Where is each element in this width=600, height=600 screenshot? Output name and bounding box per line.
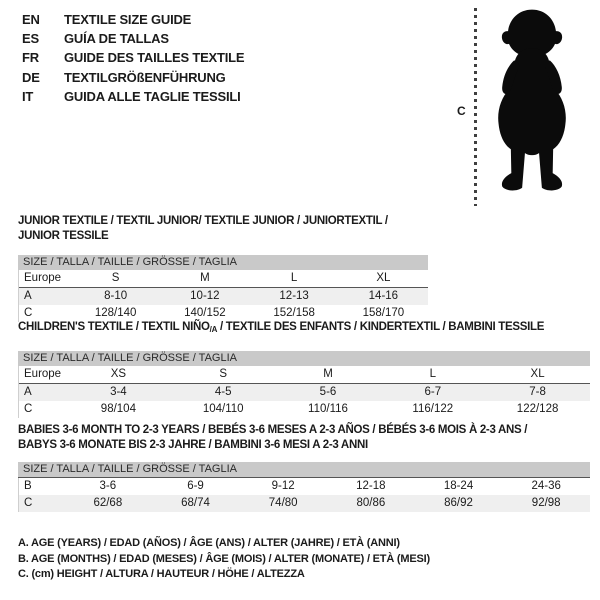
size-cell: 5-6: [319, 385, 337, 398]
language-list: [22, 10, 244, 106]
section-title: [18, 423, 590, 452]
size-cell: 6-7: [424, 385, 442, 398]
section-title-text: JUNIOR TEXTILE / TEXTIL JUNIOR/ TEXTILE JUNIOR / JUNIORTEXTIL / JUNIOR TESSILE: [18, 215, 388, 242]
section-title: [18, 214, 428, 243]
size-cell: L: [429, 367, 436, 380]
size-cell: S: [219, 367, 228, 380]
size-cell: 3-4: [110, 385, 127, 398]
baby-silhouette-icon: [485, 2, 579, 209]
size-cell: 122/128: [516, 402, 559, 415]
row-label: C: [24, 402, 33, 415]
language-code: FR: [22, 50, 39, 66]
size-cell: M: [200, 272, 210, 284]
size-cell: S: [111, 272, 120, 284]
size-header-bar: SIZE / TALLA / TAILLE / GRÖSSE / TAGLIA: [18, 255, 428, 270]
size-cell: 8-10: [104, 290, 128, 302]
language-row: [22, 29, 244, 48]
size-cell: 62/68: [93, 497, 123, 509]
row-label: A: [24, 290, 32, 302]
size-table-body: [18, 270, 428, 322]
section-title-line: [18, 214, 428, 243]
row-label: C: [24, 497, 33, 509]
size-cell: 14-16: [368, 290, 399, 302]
size-table-row: [19, 384, 590, 401]
size-table-row: [19, 495, 590, 512]
size-cell: 24-36: [531, 480, 561, 492]
size-table-row: [19, 366, 590, 384]
size-cell: 12-13: [279, 290, 309, 302]
section-title-line: [18, 423, 590, 438]
section-title-text: / TEXTILE DES ENFANTS / KINDERTEXTIL / BAMBINI TESSILE: [217, 321, 545, 333]
size-table-row: [19, 288, 428, 305]
size-cell: 3-6: [99, 480, 117, 492]
size-table-body: [18, 478, 590, 512]
language-title: TEXTILE SIZE GUIDE: [64, 12, 192, 27]
section-title-text: /A: [209, 325, 218, 334]
size-cell: 92/98: [531, 497, 561, 509]
size-cell: 140/152: [184, 307, 226, 319]
size-header-bar: SIZE / TALLA / TAILLE / GRÖSSE / TAGLIA: [18, 351, 590, 366]
size-cell: 116/122: [412, 402, 454, 415]
size-cell: 4-5: [214, 385, 232, 398]
size-table-row: [19, 401, 590, 418]
size-cell: 10-12: [190, 290, 220, 302]
section-title: [18, 320, 590, 338]
language-title: GUIDE DES TAILLES TEXTILE: [64, 50, 245, 66]
size-header-bar: SIZE / TALLA / TAILLE / GRÖSSE / TAGLIA: [18, 462, 590, 478]
height-measure-dashed-line: [474, 8, 477, 206]
size-cell: XS: [110, 367, 127, 380]
size-cell: 7-8: [529, 385, 546, 398]
size-cell: 98/104: [100, 402, 136, 415]
size-cell: M: [323, 367, 333, 380]
language-title: GUIDA ALLE TAGLIE TESSILI: [64, 88, 241, 104]
size-cell: 18-24: [443, 480, 474, 492]
baby-figure: [450, 0, 600, 215]
language-title: TEXTILGRÖßENFÜHRUNG: [64, 69, 226, 85]
row-label: Europe: [24, 367, 62, 380]
section-title-text: BABYS 3-6 MONATE BIS 2-3 JAHRE / BAMBINI 3-6 MESI A 2-3 ANNI: [18, 438, 368, 451]
size-table-row: [19, 270, 428, 288]
section-title-text: CHILDREN'S TEXTILE / TEXTIL NIÑO: [18, 321, 210, 333]
footnote-list: [18, 536, 430, 583]
language-code: IT: [22, 88, 34, 104]
section-title-line: [18, 320, 590, 338]
footnote-line: B. AGE (MONTHS) / EDAD (MESES) / ÂGE (MOIS) / ALTER (MONATE) / ETÀ (MESI): [18, 552, 430, 565]
size-cell: 12-18: [356, 480, 386, 492]
size-cell: 68/74: [181, 497, 210, 509]
size-cell: 86/92: [444, 497, 473, 509]
size-cell: 104/110: [202, 402, 244, 415]
size-cell: 6-9: [187, 480, 204, 492]
footnote-line: A. AGE (YEARS) / EDAD (AÑOS) / ÂGE (ANS) / ALTER (JAHRE) / ETÀ (ANNI): [18, 537, 400, 549]
size-cell: XL: [376, 272, 391, 284]
size-cell: 74/80: [268, 497, 298, 509]
size-cell: 128/140: [94, 307, 137, 319]
size-cell: 9-12: [271, 480, 295, 492]
size-table-row: [19, 478, 590, 495]
language-title: GUÍA DE TALLAS: [64, 31, 169, 47]
language-row: [22, 48, 244, 67]
size-table-section: [18, 423, 590, 512]
size-cell: 158/170: [362, 307, 405, 319]
footnote-line: C. (cm) HEIGHT / ALTURA / HAUTEUR / HÖHE / ALTEZZA: [18, 568, 305, 580]
row-label: Europe: [24, 272, 62, 284]
row-label: C: [24, 307, 33, 319]
language-code: ES: [22, 31, 39, 47]
size-cell: XL: [530, 367, 545, 380]
language-row: [22, 68, 244, 87]
language-row: [22, 10, 244, 29]
size-cell: 110/116: [308, 402, 348, 415]
row-label: A: [24, 385, 32, 398]
row-label: B: [24, 480, 32, 492]
language-code: EN: [22, 12, 40, 27]
size-table-body: [18, 366, 590, 418]
section-title-text: BABIES 3-6 MONTH TO 2-3 YEARS / BEBÉS 3-6 MESES A 2-3 AÑOS / BÉBÉS 3-6 MOIS À 2-3 ANS /: [18, 424, 528, 436]
size-cell: L: [290, 272, 298, 284]
language-row: [22, 87, 244, 106]
height-measure-label: C: [457, 104, 466, 118]
size-cell: 80/86: [356, 497, 386, 509]
size-cell: 152/158: [273, 307, 315, 319]
size-table-section: [18, 320, 590, 418]
language-code: DE: [22, 69, 40, 85]
section-title-line: [18, 438, 590, 453]
size-table-section: [18, 214, 428, 322]
